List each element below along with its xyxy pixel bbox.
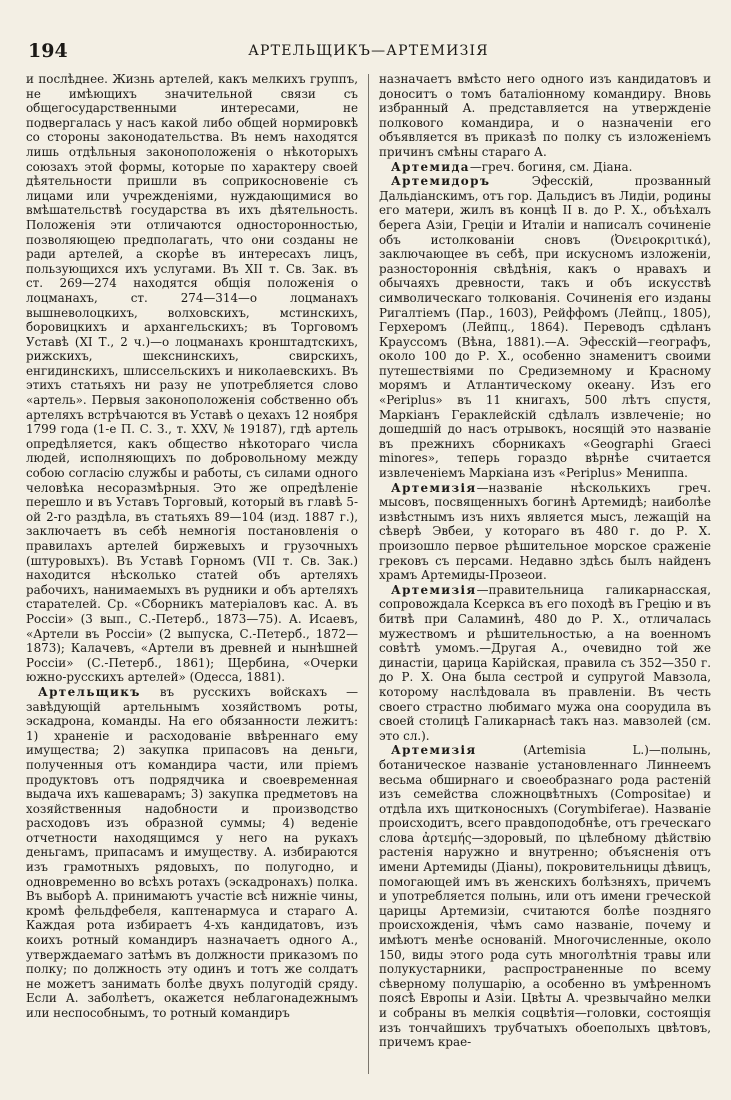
text-columns bbox=[26, 72, 711, 1090]
entry-paragraph bbox=[379, 160, 711, 175]
entry-paragraph bbox=[26, 72, 358, 685]
entry-headword: Артельщикъ bbox=[38, 684, 141, 699]
entry-paragraph bbox=[379, 481, 711, 583]
entry-headword: Артемизія bbox=[390, 743, 477, 758]
entry-text: (Artemisia L.)—полынь, ботаническое названіе установленнаго Линнеемъ весьма обширнаго и своеобразнаго рода растеній изъ семейства сложноцвѣтныхъ (Compositae) и отдѣла ихъ щитконосныхъ (Corymbiferae). Названіе происходитъ, всего правдоподобнѣе, отъ греческаго слова ἀρτεμής—здоровый, по цѣлебному дѣйствію растенія наружно и внутренно; объясненія отъ имени Артемиды (Діаны), покровительницы дѣвицъ, помогающей имъ въ женскихъ болѣзняхъ, причемъ и употребляется полынь, или отъ имени греческой царицы Артемизіи, считаются болѣе поздняго происхожденія, чѣмъ само названіе, почему и имѣютъ менѣе основаній. Многочисленные, около 150, виды этого рода суть многолѣтнія травы или полукустарники, распространенные по всему сѣверному полушарію, а особенно въ умѣренномъ поясѣ Европы и Азіи. Цвѣты А. чрезвычайно мелки и собраны въ мелкія соцвѣтія—головки, состоящія изъ тончайшихъ трубчатыхъ обоеполыхъ цвѣтовъ, причемъ крае- bbox=[378, 743, 711, 1050]
entry-text: въ русскихъ войскахъ —завѣдующій артельнымъ хозяйствомъ роты, эскадрона, команды. На его обязанности лежитъ: 1) храненіе и расходованіе ввѣреннаго ему имущества; 2) закупка припасовъ на деньги, полученныя отъ командира части, или пріемъ продуктовъ отъ подрядчика и своевременная выдача ихъ кашеварамъ; 3) закупка предметовъ на хозяйственныя надобности и производство расходовъ изъ образной суммы; 4) веденіе отчетности находящимся у него на рукахъ деньгамъ, припасамъ и имуществу. А. избираются изъ грамотныхъ рядовыхъ, по полугодно, и одновременно во всѣхъ ротахъ (эскадронахъ) полка. Въ выборѣ А. принимаютъ участіе всѣ нижніе чины, кромѣ фельдфебеля, каптенармуса и стараго А. Каждая рота избираетъ 4-хъ кандидатовъ, изъ коихъ ротный командиръ назначаетъ одного А., утверждаемаго затѣмъ въ должности приказомъ по полку; по должность эту одинъ и тотъ же солдатъ не можетъ занимать болѣе двухъ полугодій сряду. Если А. заболѣетъ, окажется неблагонадежнымъ или неспособнымъ, то ротный командиръ bbox=[26, 684, 359, 1020]
page-header bbox=[28, 40, 709, 70]
entry-paragraph bbox=[379, 583, 711, 744]
entry-headword: Артемизія bbox=[390, 480, 477, 495]
entry-headword: Артемида bbox=[390, 159, 470, 174]
entry-paragraph bbox=[26, 685, 358, 1021]
left-column bbox=[26, 72, 368, 1090]
entry-text: и послѣднее. Жизнь артелей, какъ мелкихъ группъ, не имѣющихъ значительной связи съ общегосударственными интересами, не подвергалась у насъ какой либо общей нормировкѣ со стороны законодательства. Въ немъ находятся лишь отдѣльныя законоположенія о нѣкоторыхъ союзахъ этой формы, которые по характеру своей дѣятельности пришли въ соприкосновеніе съ лицами или учрежденіями, нуждающимися во вмѣшательствѣ государства въ ихъ дѣятельность. Положенія эти отличаются односторонностью, позволяющею предполагать, что они созданы не ради артелей, а скорѣе въ интересахъ лицъ, пользующихся ихъ услугами. Въ XII т. Св. Зак. въ ст. 269—274 находятся общія положенія о лоцманахъ, ст. 274—314—о лоцманахъ вышневолоцкихъ, волховскихъ, мстинскихъ, боровицкихъ и архангельскихъ; въ Торговомъ Уставѣ (XI Т., 2 ч.)—о лоцманахъ кронштадтскихъ, рижскихъ, шекснинскихъ, свирскихъ, енгидинскихъ, шлиссельскихъ и николаевскихъ. Въ этихъ статьяхъ ни разу не употребляется слово «артель». Первыя законоположенія собственно объ артеляхъ встрѣчаются въ Уставѣ о цехахъ 12 ноября 1799 года (1-е П. С. З., т. XXV, № 19187), гдѣ артель опредѣляется, какъ общество нѣкотораго числа людей, исполняющихъ по добровольному между собою согласію службы и работы, съ силами одного человѣка несоразмѣрныя. Это же опредѣленіе перешло и въ Уставъ Торговый, который въ главѣ 5-ой 2-го раздѣла, въ статьяхъ 89—104 (изд. 1887 г.), заключаетъ въ себѣ немногія постановленія о правилахъ артелей биржевыхъ и грузочныхъ (штуровыхъ). Въ Уставѣ Горномъ (VII т. Св. Зак.) находится нѣсколько статей объ артеляхъ рабочихъ, нанимаемыхъ въ рудники и объ артеляхъ старателей. Ср. «Сборникъ матеріаловъ кас. А. въ Россіи» (3 вып., С.-Петерб., 1873—75). А. Исаевъ, «Артели въ Россіи» (2 выпуска, С.-Петерб., 1872—1873); Калачевъ, «Артели въ древней и нынѣшней Россіи» (С.-Петерб., 1861); Щербина, «Очерки южно-русскихъ артелей» (Одесса, 1881). bbox=[26, 72, 359, 685]
entry-text: —названіе нѣсколькихъ греч. мысовъ, посвященныхъ богинѣ Артемидѣ; наиболѣе извѣстнымъ изъ нихъ является мысъ, лежащій на сѣверѣ Эвбеи, у котораго въ 480 г. до Р. Х. произошло первое рѣшительное морское сраженіе грековъ съ персами. Недавно здѣсь былъ найденъ храмъ Артемиды-Прозеои. bbox=[378, 480, 711, 583]
entry-text: назначаетъ вмѣсто него одного изъ кандидатовъ и доноситъ о томъ баталіонному командиру. Вновь избранный А. представляется на утвержденіе полкового командира, и о назначеніи его объявляется въ приказѣ по полку съ изложеніемъ причинъ смѣны стараго А. bbox=[378, 72, 711, 159]
entry-text: —греч. богиня, см. Діана. bbox=[469, 159, 633, 174]
entry-paragraph bbox=[379, 174, 711, 480]
entry-headword: Артемизія bbox=[390, 582, 477, 597]
right-column bbox=[369, 72, 711, 1090]
entry-headword: Артемидоръ bbox=[390, 174, 491, 189]
entry-text: Эфесскій, прозванный Дальдіанскимъ, отъ гор. Дальдисъ въ Лидіи, родины его матери, жилъ въ концѣ II в. до Р. Х., объѣхалъ берега Азіи, Греціи и Италіи и написалъ сочиненіе объ истолкованіи сновъ (Ὀνειροκριτικά), заключающее въ себѣ, при искусномъ изложеніи, разностороннія свѣдѣнія, какъ о нравахъ и обычаяхъ древности, такъ и объ искусствѣ символическаго толкованія. Сочиненія его изданы Ригалтіемъ (Пар., 1603), Рейффомъ (Лейпц., 1805), Герхеромъ (Лейпц., 1864). Переводъ сдѣланъ Крауссомъ (Вѣна, 1881).—А. Эфесскій—географъ, около 100 до Р. Х., особенно знаменитъ своими путешествіями по Средиземному и Красному морямъ и Атлантическому океану. Изъ его «Periplus» въ 11 книгахъ, 500 лѣтъ спустя, Маркіанъ Гераклейскій сдѣлалъ извлеченіе; но дошедшій до насъ отрывокъ, носящій это названіе въ прежнихъ сборникахъ «Geographi Graeci minores», теперь гораздо вѣрнѣе считается извлеченіемъ Маркіана изъ «Periplus» Мениппа. bbox=[378, 174, 711, 481]
entry-paragraph bbox=[379, 72, 711, 160]
running-head: АРТЕЛЬЩИКЪ—АРТЕМИЗІЯ bbox=[248, 43, 489, 59]
page-number: 194 bbox=[28, 40, 68, 62]
entry-text: —правительница галикарнасская, сопровождала Ксеркса въ его походѣ въ Грецію и въ битвѣ при Саламинѣ, 480 до Р. Х., отличалась мужествомъ и рѣшительностью, а на военномъ совѣтѣ умомъ.—Другая А., очевидно той же династіи, царица Карійская, правила съ 352—350 г. до Р. Х. Она была сестрой и супругой Мавзола, которому наслѣдовала въ правленіи. Въ честь своего страстно любимаго мужа она соорудила въ своей столицѣ Галикарнасѣ такъ наз. мавзолей (см. это сл.). bbox=[378, 582, 711, 743]
entry-paragraph bbox=[379, 743, 711, 1049]
